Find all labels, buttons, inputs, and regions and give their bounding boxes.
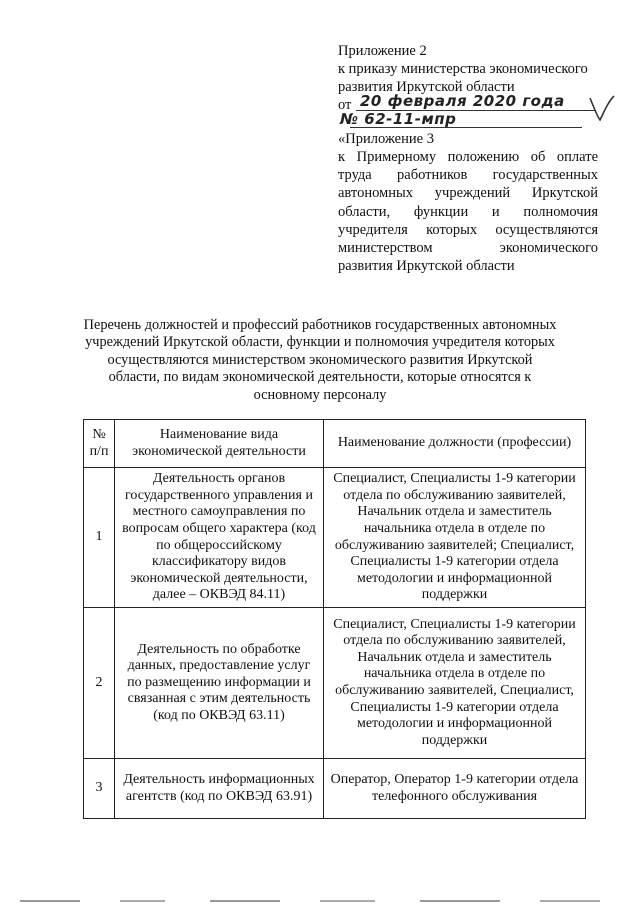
title-line: основному персоналу <box>253 386 387 403</box>
header-number: № п/п <box>84 420 115 468</box>
handwritten-date: 20 февраля 2020 года <box>360 92 565 110</box>
appendix-para-last-line: развития Иркутской области <box>338 258 515 275</box>
title-line: осуществляются министерством экономического развития Иркутской <box>107 351 533 368</box>
row-number: 3 <box>84 759 115 819</box>
row-activity <box>115 759 324 819</box>
appendix-para-line: учредителя которых осуществляются <box>338 221 598 238</box>
row-activity-text: Деятельность информационных агентств (код по ОКВЭД 63.91) <box>123 771 315 804</box>
row-activity <box>115 468 324 608</box>
appendix-order-line: к приказу министерства экономического <box>338 61 588 77</box>
appendix-para-line: министерством экономического <box>338 240 598 257</box>
row-number: 2 <box>84 608 115 759</box>
title-line: Перечень должностей и профессий работников государственных автономных <box>83 317 557 333</box>
header-position: Наименование должности (профессии) <box>324 420 586 468</box>
appendix-para-line: области, функции и полномочия <box>338 203 598 220</box>
appendix-para-line: труда работников государственных <box>338 167 598 184</box>
row-position: Специалист, Специалисты 1-9 категории отдела по обслуживанию заявителей, Начальник отдела и заместитель начальника отдела в отделе по обслуживанию заявителей, Специалист, Специалисты 1-9 категории отдела методологии и информационной поддержки <box>324 608 586 759</box>
row-activity-text: Деятельность по обработке данных, предоставление услуг по размещению информации и связанная с этим деятельность (код по ОКВЭД 63.11) <box>127 641 311 723</box>
appendix-from-label: от <box>338 97 352 113</box>
table-row <box>84 468 586 608</box>
title-line: области, по видам экономической деятельности, которые относятся к <box>108 369 532 386</box>
scan-artifact <box>0 896 639 905</box>
appendix-paragraph <box>338 148 598 275</box>
appendix-para-line: автономных учреждений Иркутской <box>338 185 598 202</box>
appendix-3-title: «Приложение 3 <box>338 131 434 147</box>
row-activity-text: Деятельность органов государственного управления и местного самоуправления по вопросам общего характера (код по общероссийскому классификатору видов экономической деятельности, далее – ОКВЭД 84.11) <box>122 471 316 603</box>
signature-mark <box>588 94 616 124</box>
title-line: учреждений Иркутской области, функции и полномочия учредителя которых <box>85 334 555 351</box>
table-header-row <box>84 420 586 468</box>
appendix-para-line: к Примерному положению об оплате <box>338 149 598 165</box>
table-row <box>84 608 586 759</box>
handwritten-number: № 62-11-мпр <box>340 110 457 128</box>
table-row <box>84 759 586 819</box>
row-number: 1 <box>84 468 115 608</box>
header-activity: Наименование вида экономической деятельности <box>115 420 324 468</box>
row-position: Оператор, Оператор 1-9 категории отдела телефонного обслуживания <box>324 759 586 819</box>
row-activity <box>115 608 324 759</box>
appendix-ministry-line: развития Иркутской области <box>338 79 515 95</box>
document-title <box>80 317 560 404</box>
positions-table <box>83 419 586 819</box>
appendix-number: Приложение 2 <box>338 43 427 59</box>
row-position: Специалист, Специалисты 1-9 категории отдела по обслуживанию заявителей, Начальник отдела и заместитель начальника отдела в отделе по обслуживанию заявителей; Специалист, Специалисты 1-9 категории отдела методологии и информационной поддержки <box>324 468 586 608</box>
